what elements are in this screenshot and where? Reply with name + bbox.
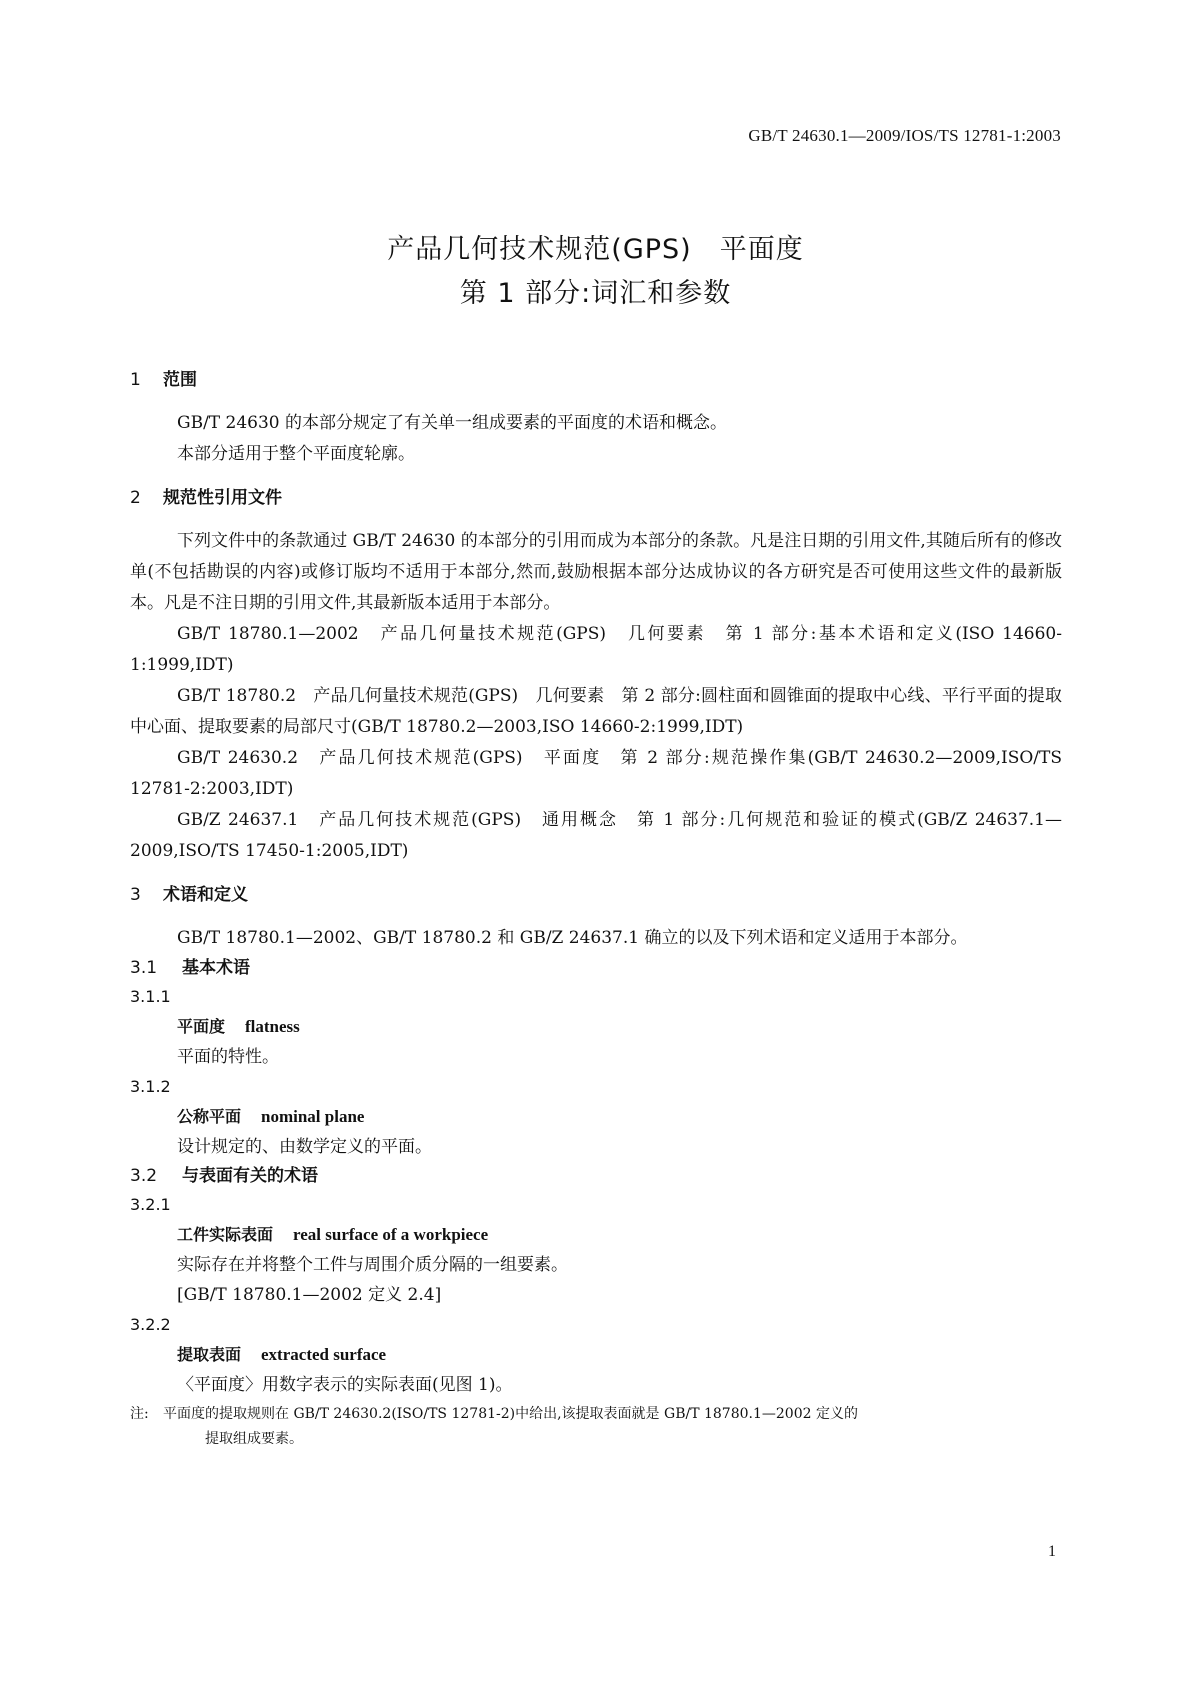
subsection-heading-surface-terms: [130, 1162, 1062, 1190]
note-continuation: 提取组成要素。: [205, 1431, 303, 1447]
subsection-title: 基本术语: [182, 958, 250, 978]
document-title: [0, 228, 1191, 316]
subsection-number: 3.1: [130, 958, 158, 978]
paragraph: 本部分适用于整个平面度轮廓。: [177, 444, 415, 464]
section-number: 2: [130, 488, 141, 508]
clause-number: 3.2.2: [130, 1315, 171, 1334]
term-english: extracted surface: [261, 1345, 387, 1364]
clause-number: 3.2.1: [130, 1195, 171, 1214]
paragraph: GB/T 18780.1—2002、GB/T 18780.2 和 GB/Z 24637.1 确立的以及下列术语和定义适用于本部分。: [177, 928, 968, 948]
reference-entry: GB/T 18780.2 产品几何量技术规范(GPS) 几何要素 第 2 部分:圆柱面和圆锥面的提取中心线、平行平面的提取中心面、提取要素的局部尺寸(GB/T 18780.2—2003,ISO 14660-2:1999,IDT): [130, 686, 1062, 737]
section-heading-normative-references: [130, 484, 1062, 512]
page-number: 1: [1048, 1543, 1056, 1560]
term-name: 平面度: [177, 1017, 226, 1036]
paragraph: GB/T 24630 的本部分规定了有关单一组成要素的平面度的术语和概念。: [177, 413, 728, 433]
term-definition: 平面的特性。: [177, 1047, 279, 1067]
term-entry: [130, 1220, 1062, 1250]
term-definition: 〈平面度〉用数字表示的实际表面(见图 1)。: [177, 1375, 513, 1395]
reference-entry: GB/T 18780.1—2002 产品几何量技术规范(GPS) 几何要素 第 1 部分:基本术语和定义(ISO 14660-1:1999,IDT): [130, 624, 1062, 675]
term-source-reference: [GB/T 18780.1—2002 定义 2.4]: [177, 1285, 442, 1305]
term-english: flatness: [245, 1017, 300, 1036]
reference-entry: GB/T 24630.2 产品几何技术规范(GPS) 平面度 第 2 部分:规范操作集(GB/T 24630.2—2009,ISO/TS 12781-2:2003,IDT): [130, 748, 1062, 799]
term-definition: 实际存在并将整个工件与周围介质分隔的一组要素。: [177, 1255, 568, 1275]
subsection-title: 与表面有关的术语: [182, 1166, 318, 1186]
section-heading-scope: [130, 366, 1062, 394]
title-line-1: 产品几何技术规范(GPS) 平面度: [387, 234, 804, 265]
term-name: 提取表面: [177, 1345, 242, 1364]
section-number: 1: [130, 370, 141, 390]
term-english: real surface of a workpiece: [293, 1225, 489, 1244]
section-title: 规范性引用文件: [163, 488, 282, 508]
term-english: nominal plane: [261, 1107, 365, 1126]
note: [130, 1402, 1062, 1452]
term-entry: [130, 1102, 1062, 1132]
term-entry: [130, 1340, 1062, 1370]
reference-entry: GB/Z 24637.1 产品几何技术规范(GPS) 通用概念 第 1 部分:几何规范和验证的模式(GB/Z 24637.1—2009,ISO/TS 17450-1:2005,IDT): [130, 810, 1062, 861]
term-name: 公称平面: [177, 1107, 242, 1126]
clause-number: 3.1.1: [130, 987, 171, 1006]
standard-code: GB/T 24630.1—2009/IOS/TS 12781-1:2003: [748, 126, 1061, 145]
subsection-heading-basic-terms: [130, 954, 1062, 982]
term-definition: 设计规定的、由数学定义的平面。: [177, 1137, 432, 1157]
term-name: 工件实际表面: [177, 1225, 274, 1244]
paragraph: 下列文件中的条款通过 GB/T 24630 的本部分的引用而成为本部分的条款。凡是注日期的引用文件,其随后所有的修改单(不包括勘误的内容)或修订版均不适用于本部分,然而,鼓励根据本部分达成协议的各方研究是否可使用这些文件的最新版本。凡是不注日期的引用文件,其最新版本适用于本部分。: [130, 531, 1062, 613]
section-title: 术语和定义: [163, 885, 248, 905]
title-line-2: 第 1 部分:词汇和参数: [459, 278, 732, 309]
section-title: 范围: [163, 370, 197, 390]
section-number: 3: [130, 885, 141, 905]
note-text: 平面度的提取规则在 GB/T 24630.2(ISO/TS 12781-2)中给出,该提取表面就是 GB/T 18780.1—2002 定义的: [163, 1406, 858, 1422]
document-body: [130, 366, 1062, 1452]
section-heading-terms: [130, 881, 1062, 909]
subsection-number: 3.2: [130, 1166, 158, 1186]
term-entry: [130, 1012, 1062, 1042]
note-label: 注:: [130, 1406, 149, 1422]
clause-number: 3.1.2: [130, 1077, 171, 1096]
